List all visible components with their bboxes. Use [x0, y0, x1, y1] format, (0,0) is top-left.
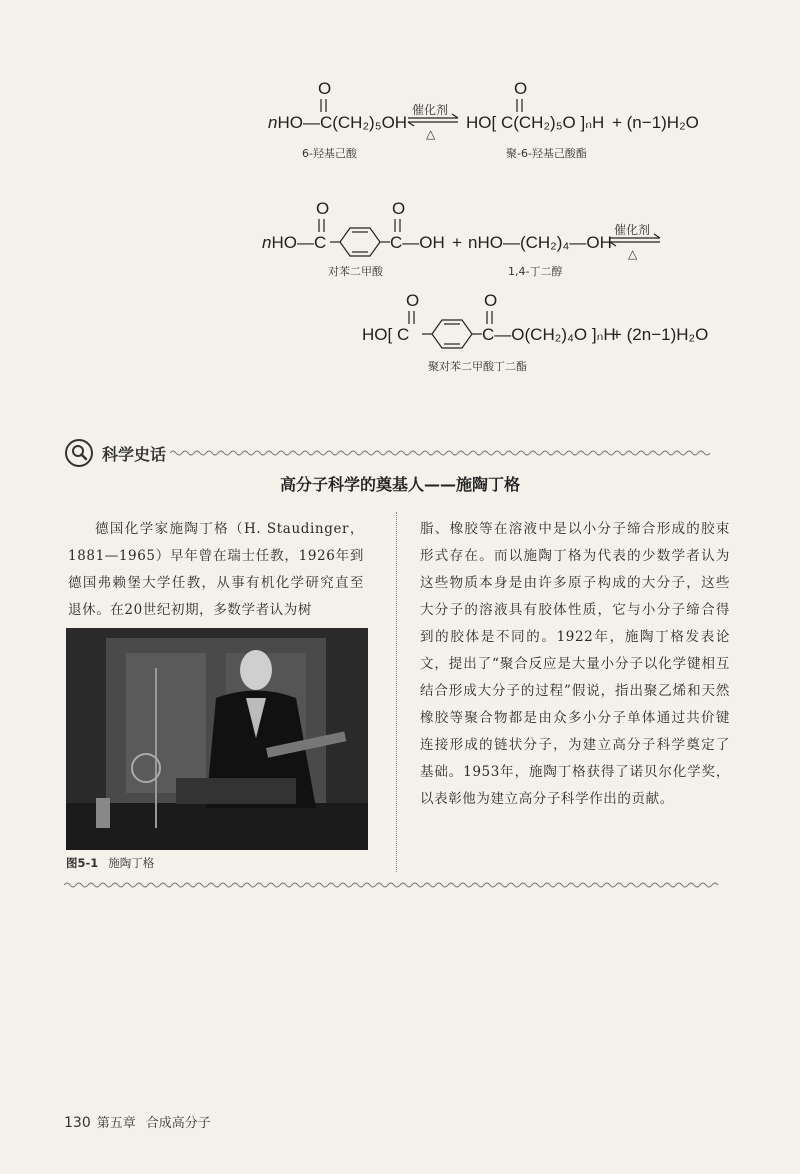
chapter-number: 第五章: [96, 1116, 136, 1131]
page-footer: [64, 1112, 211, 1131]
equation-2-line-1: [262, 199, 660, 278]
svg-text:O: O: [406, 291, 420, 310]
svg-text:O: O: [514, 79, 528, 98]
chapter-title: 合成高分子: [145, 1116, 211, 1131]
eq2-product-right: C—O(CH₂)₄O ]ₙH: [482, 325, 616, 344]
eq2-reactant1-right: C—OH: [390, 233, 445, 252]
staudinger-photo: [66, 628, 368, 850]
section-title: 科学史话: [102, 444, 167, 464]
page-number: 130: [64, 1115, 91, 1131]
eq2-reactant2: nHO—(CH₂)₄—OH: [468, 233, 612, 252]
body-text-left: 德国化学家施陶丁格（H. Staudinger，1881—1965）早年曾在瑞士任教，1926年到德国弗赖堡大学任教，从事有机化学研究直至退休。在20世纪初期，多数学者认为树: [68, 521, 364, 618]
eq2-reactant2-label: 1,4-丁二醇: [508, 265, 563, 278]
svg-text:nHO—C: [262, 233, 326, 252]
eq1-product: HO[ C(CH₂)₅O ]ₙH: [466, 113, 605, 132]
eq2-catalyst: 催化剂: [614, 223, 651, 237]
eq2-product-label: 聚对苯二甲酸丁二酯: [428, 360, 527, 373]
eq1-reactant-label: 6-羟基己酸: [302, 147, 357, 160]
body-text-right: 脂、橡胶等在溶液中是以小分子缔合形成的胶束形式存在。而以施陶丁格为代表的少数学者认为这些物质本身是由许多原子构成的大分子，这些大分子的溶液具有胶体性质，它与小分子缔合得到的胶体是不同的。1922年，施陶丁格发表论文，提出了“聚合反应是大量小分子以化学键相互结合形成大分子的过程”假说，指出聚乙烯和天然橡胶等聚合物都是由众多小分子单体通过共价键连接形成的链状分子，为建立高分子科学奠定了基础。1953年，施陶丁格获得了诺贝尔化学奖，以表彰他为建立高分子科学作出的贡献。: [420, 521, 730, 807]
eq2-reactant1-left: HO—C: [271, 233, 327, 252]
svg-text:O: O: [316, 199, 330, 218]
section-header: [64, 436, 166, 470]
benzene-ring-icon: [422, 320, 482, 348]
eq1-heat: △: [426, 127, 436, 141]
eq2-product-left: HO[ C: [362, 325, 410, 344]
eq2-prefix: n: [262, 233, 272, 252]
equation-1: [268, 79, 699, 160]
svg-text:O: O: [484, 291, 498, 310]
benzene-ring-icon: [330, 228, 390, 256]
eq1-catalyst: 催化剂: [412, 103, 449, 117]
eq1-reactant: HO—C(CH₂)₅OH: [277, 113, 408, 132]
eq1-product-label: 聚-6-羟基己酸酯: [506, 147, 587, 160]
svg-text:nHO—C(CH₂)₅OH: [268, 113, 407, 132]
eq1-product-extra: + (n−1)H₂O: [612, 113, 699, 132]
eq1-prefix: n: [268, 113, 278, 132]
article-title: 高分子科学的奠基人——施陶丁格: [279, 475, 520, 494]
wavy-divider-bottom: [64, 880, 730, 890]
svg-text:O: O: [392, 199, 406, 218]
eq2-heat: △: [628, 247, 638, 261]
column-divider: [396, 512, 397, 872]
magnifier-icon: [64, 438, 94, 468]
figure-number: 图5-1: [66, 856, 99, 870]
chemical-equations: [0, 0, 800, 400]
eq2-product-extra: + (2n−1)H₂O: [612, 325, 709, 344]
svg-text:O: O: [318, 79, 332, 98]
eq2-plus: +: [452, 233, 462, 252]
equation-2-line-2: [362, 291, 708, 373]
wavy-divider-top: [170, 448, 730, 458]
eq2-reactant1-label: 对苯二甲酸: [328, 265, 383, 278]
portrait-image: [66, 628, 368, 850]
figure-caption: [66, 855, 154, 871]
figure-caption-text: 施陶丁格: [108, 856, 155, 870]
